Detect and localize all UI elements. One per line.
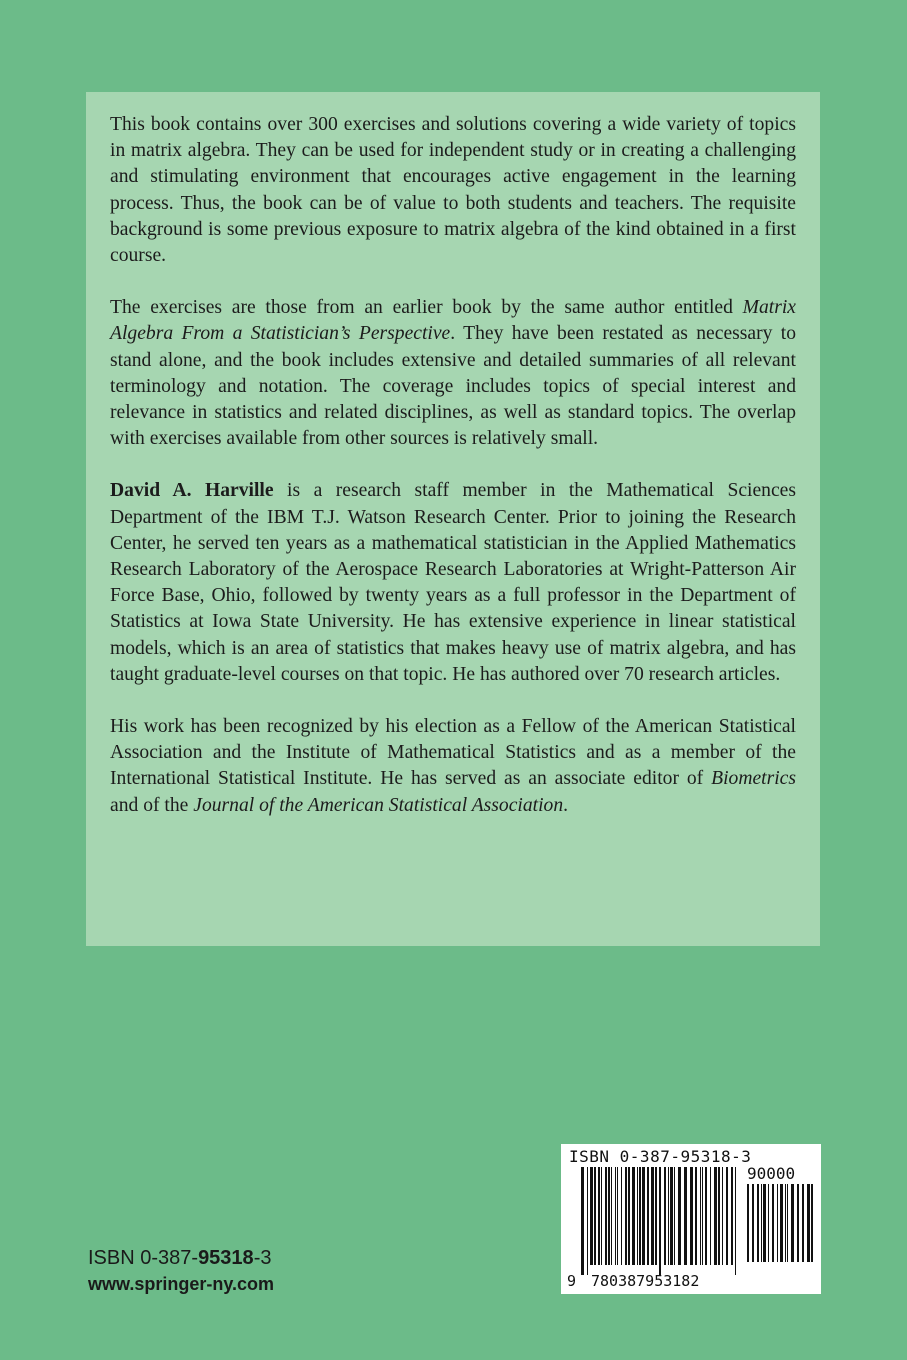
barcode-price-code: 90000 (747, 1164, 796, 1183)
journal-title: Journal of the American Statistical Association (193, 794, 564, 816)
barcode-isbn-text: ISBN 0-387-95318-3 (569, 1147, 752, 1166)
barcode-digits: 780387953182 (591, 1272, 700, 1290)
blurb-text: His work has been recognized by his election as a Fellow of the American Statistical Association and the Institute of Mathematical Statistics and as a member of the International Statistical Institute. He has served as an associate editor of (110, 716, 796, 790)
blurb-text: . (563, 794, 569, 816)
blurb-paragraph-2 (110, 295, 796, 452)
isbn-label: ISBN 0-387-95318-3 (88, 1247, 272, 1269)
blurb-text: . They have been restated as necessary to stand alone, and the book includes extensive and detailed summaries of all relevant terminology and notation. The coverage includes topics of special interest and relevance in statistics and related disciplines, as well as standard topics. The overlap with exercises available from other sources is relatively small. (110, 323, 796, 450)
blurb-text: The exercises are those from an earlier book by the same author entitled (110, 297, 743, 319)
blurb-text: and of the (110, 794, 194, 816)
blurb-text: This book contains over 300 exercises and solutions covering a wide variety of topics in matrix algebra. They can be used for independent study or in creating a challenging and stimulating environment that encourages active engagement in the learning process. Thus, the book can be of value to both students and teachers. The requisite background is some previous exposure to matrix algebra of the kind obtained in a first course. (110, 114, 796, 267)
author-bio-paragraph (110, 478, 796, 688)
back-cover-blurb (86, 92, 820, 946)
barcode-lead-digit: 9 (567, 1272, 577, 1290)
publisher-website[interactable]: www.springer-ny.com (88, 1274, 275, 1294)
journal-title: Biometrics (711, 768, 796, 790)
earlier-book-title: Matrix Algebra From a Statistician’s Perspective (110, 297, 796, 345)
author-bio-text: is a research staff member in the Mathematical Sciences Department of the IBM T.J. Watson Research Center. Prior to joining the Research Center, he served ten years as a mathematical statistician in the Applied Mathematics Research Laboratory of the Aerospace Research Laboratories at Wright-Patterson Air Force Base, Ohio, followed by twenty years as a full professor in the Department of Statistics at Iowa State University. He has extensive experience in linear statistical models, which is an area of statistics that makes heavy use of matrix algebra, and has taught graduate-level courses on that topic. He has authored over 70 research articles. (110, 480, 796, 685)
author-honors-paragraph (110, 714, 796, 819)
isbn-barcode (561, 1144, 821, 1294)
barcode-addon-bars-icon (747, 1184, 817, 1272)
barcode-bars-icon (581, 1167, 741, 1275)
author-name: David A. Harville (110, 480, 274, 502)
blurb-paragraph-1 (110, 112, 796, 269)
